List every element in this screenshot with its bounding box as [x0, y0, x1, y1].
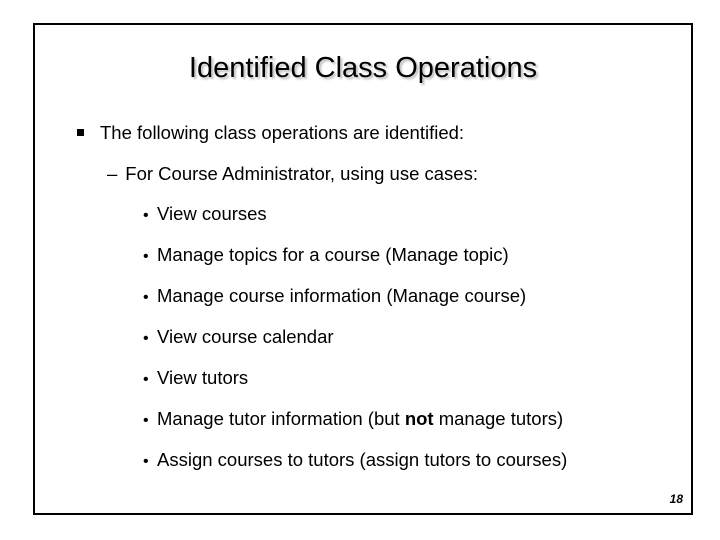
list-item-text-before: Manage tutor information (but [157, 408, 405, 429]
round-bullet-icon: • [143, 248, 149, 265]
round-bullet-icon: • [143, 412, 149, 429]
round-bullet-icon: • [143, 453, 149, 470]
list-item [143, 449, 567, 490]
round-bullet-icon: • [143, 371, 149, 388]
emphasis-word: not [404, 408, 434, 429]
dash-bullet-icon: – [107, 163, 118, 184]
level2-text: For Course Administrator, using use cases: [125, 163, 478, 184]
list-item-text: View course calendar [157, 326, 334, 347]
list-item-text: View courses [157, 203, 267, 224]
list-item [143, 367, 567, 408]
level1-bullet-line [77, 122, 464, 144]
list-item-text: Manage topics for a course (Manage topic) [157, 244, 509, 265]
list-item-text: Manage course information (Manage course) [157, 285, 527, 306]
round-bullet-icon: • [143, 207, 149, 224]
list-item-text-after: manage tutors) [433, 408, 564, 429]
list-item [143, 408, 567, 449]
list-item [143, 244, 567, 285]
level2-bullet-line [107, 163, 478, 185]
slide-frame [33, 23, 693, 515]
round-bullet-icon: • [143, 289, 149, 306]
slide-title: Identified Class Operations [188, 52, 538, 84]
operations-list [143, 203, 567, 490]
list-item-text: Assign courses to tutors (assign tutors to courses) [157, 449, 568, 470]
round-bullet-icon: • [143, 330, 149, 347]
list-item-text: View tutors [157, 367, 249, 388]
list-item [143, 326, 567, 367]
page-number: 18 [669, 492, 683, 506]
square-bullet-icon [77, 129, 84, 136]
list-item [143, 285, 567, 326]
level1-text: The following class operations are identified: [100, 122, 465, 143]
list-item [143, 203, 567, 244]
